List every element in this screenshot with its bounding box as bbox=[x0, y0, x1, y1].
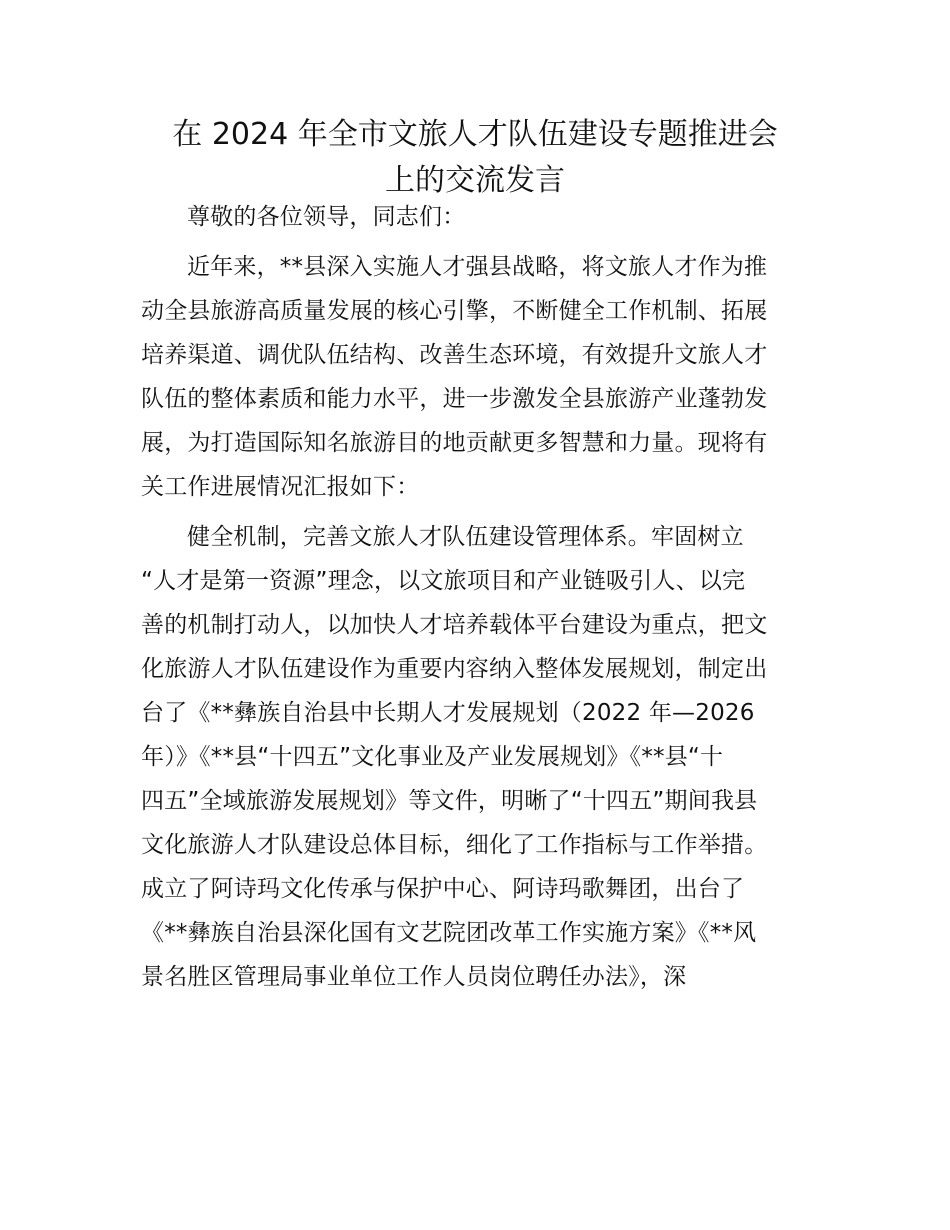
p2-line: 文化旅游人才队建设总体目标，细化了工作指标与工作举措。 bbox=[141, 832, 768, 858]
title-line-2: 上的交流发言 bbox=[385, 163, 565, 198]
p2-line: “人才是第一资源”理念，以文旅项目和产业链吸引人、以完 bbox=[141, 568, 746, 594]
p2-line: 年）》《**县“十四五”文化事业及产业发展规划》《**县“十 bbox=[141, 744, 724, 770]
p2-line: 健全机制，完善文旅人才队伍建设管理体系。牢固树立 bbox=[187, 524, 744, 550]
p2-line: 《**彝族自治县深化国有文艺院团改革工作实施方案》《**风 bbox=[141, 920, 757, 946]
p2-line: 成立了阿诗玛文化传承与保护中心、阿诗玛歌舞团，出台了 bbox=[141, 876, 745, 902]
p1-line: 近年来，**县深入实施人才强县战略，将文旅人才作为推 bbox=[187, 254, 768, 280]
p1-line: 队伍的整体素质和能力水平，进一步激发全县旅游产业蓬勃发 bbox=[141, 386, 768, 412]
p1-line: 动全县旅游高质量发展的核心引擎，不断健全工作机制、拓展 bbox=[141, 298, 768, 324]
document-title bbox=[110, 112, 840, 204]
title-line-1: 在 2024 年全市文旅人才队伍建设专题推进会 bbox=[172, 117, 778, 152]
document-body bbox=[141, 195, 811, 999]
p2-line: 化旅游人才队伍建设作为重要内容纳入整体发展规划，制定出 bbox=[141, 656, 768, 682]
p2-line: 景名胜区管理局事业单位工作人员岗位聘任办法》，深 bbox=[141, 964, 687, 990]
p1-line: 培养渠道、调优队伍结构、改善生态环境，有效提升文旅人才 bbox=[141, 342, 768, 368]
p1-line: 展，为打造国际知名旅游目的地贡献更多智慧和力量。现将有 bbox=[141, 430, 768, 456]
paragraph-mechanism bbox=[141, 515, 811, 999]
greeting: 尊敬的各位领导，同志们： bbox=[187, 204, 466, 230]
p2-line: 四五”全域旅游发展规划》等文件，明晰了“十四五”期间我县 bbox=[141, 788, 758, 814]
p1-line: 关工作进展情况汇报如下： bbox=[141, 474, 420, 500]
paragraph-intro bbox=[141, 245, 811, 509]
p2-line: 善的机制打动人，以加快人才培养载体平台建设为重点，把文 bbox=[141, 612, 768, 638]
p2-line: 台了《**彝族自治县中长期人才发展规划（2022 年—2026 bbox=[141, 700, 755, 726]
